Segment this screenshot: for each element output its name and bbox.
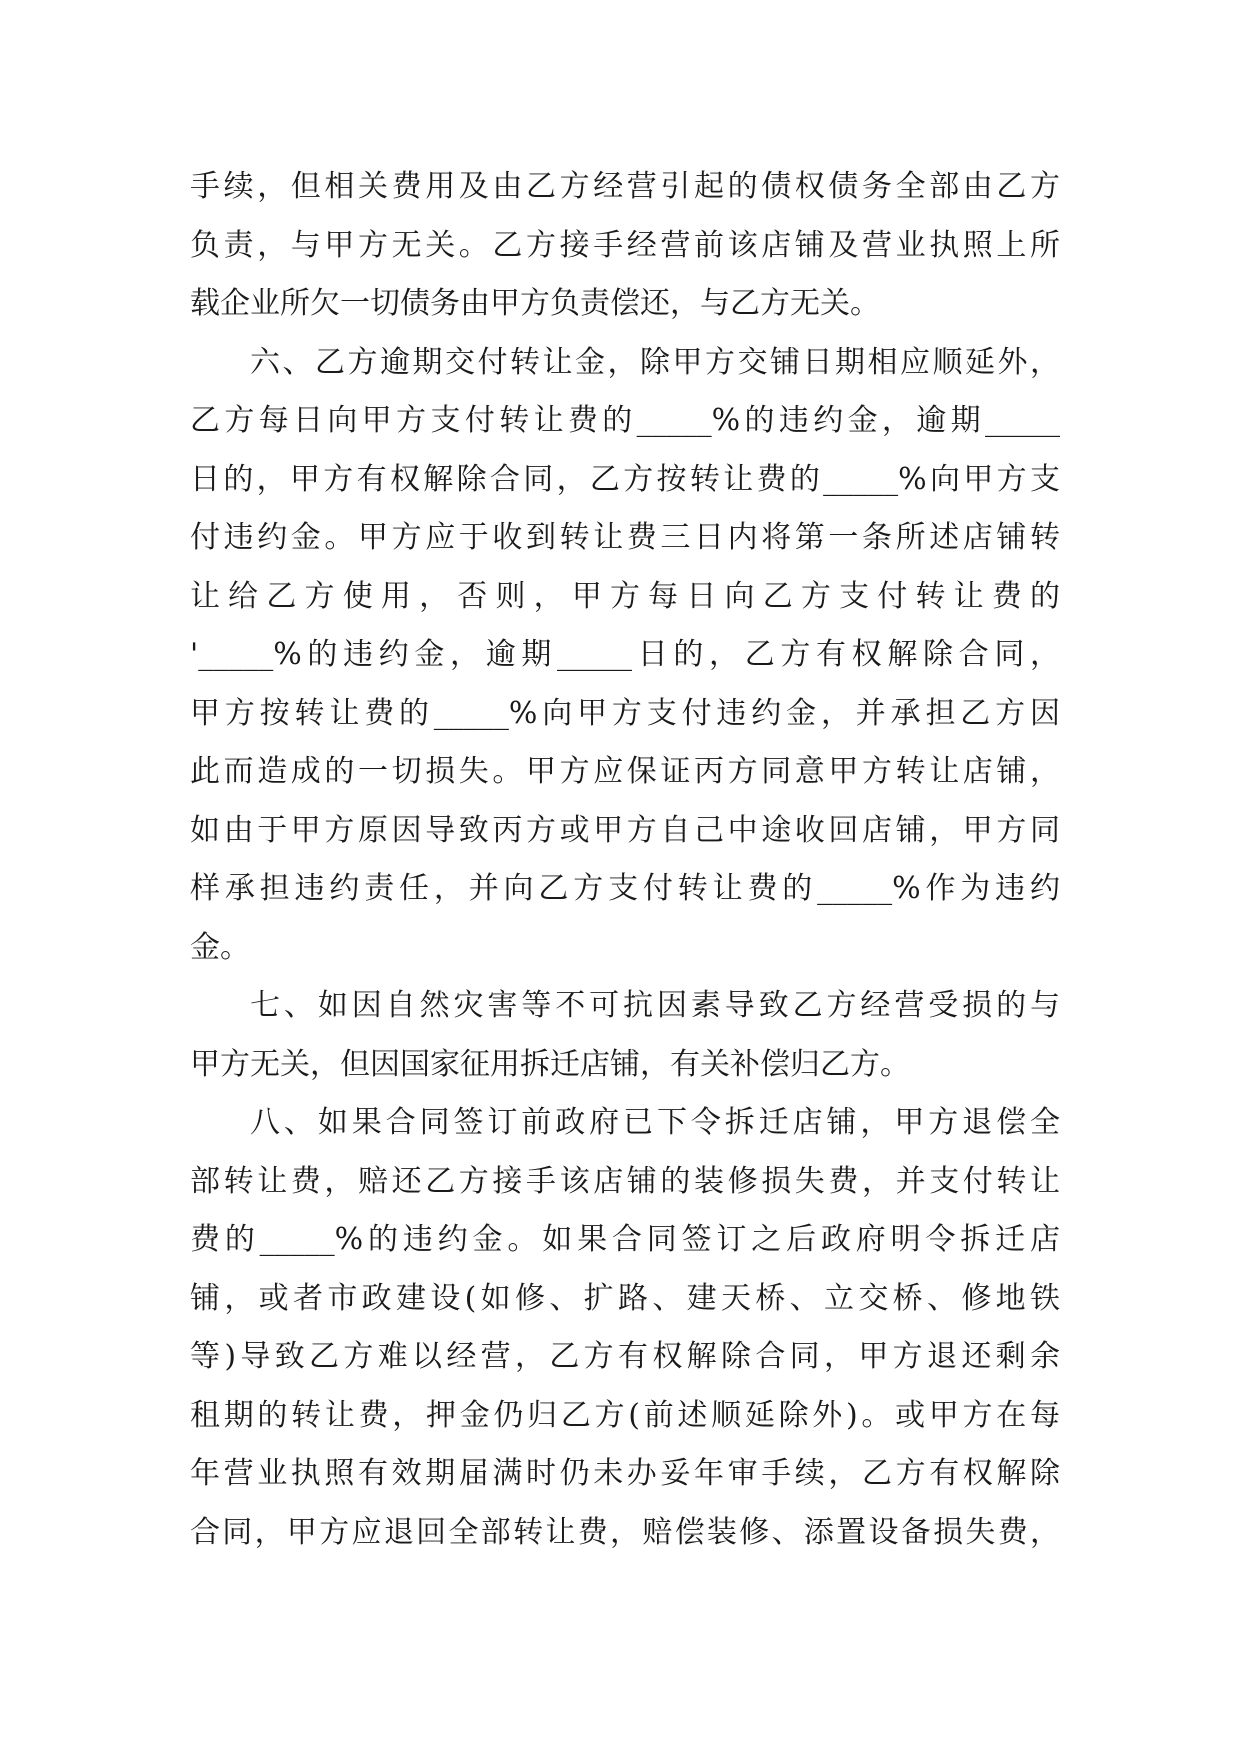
text-line: 甲方无关，但因国家征用拆迁店铺，有关补偿归乙方。: [190, 1046, 910, 1082]
text-line: 租期的转让费，押金仍归乙方(前述顺延除外)。或甲方在每: [190, 1397, 1060, 1433]
text-line: 合同，甲方应退回全部转让费，赔偿装修、添置设备损失费，: [190, 1514, 1060, 1550]
text-line: 甲方按转让费的_____%向甲方支付违约金，并承担乙方因: [190, 695, 1060, 731]
text-line: 八、如果合同签订前政府已下令拆迁店铺，甲方退偿全: [250, 1105, 1060, 1140]
text-line: 付违约金。甲方应于收到转让费三日内将第一条所述店铺转: [190, 520, 1060, 555]
text-line: '_____%的违约金，逾期_____日的，乙方有权解除合同，: [190, 637, 1060, 672]
text-line: 负责，与甲方无关。乙方接手经营前该店铺及营业执照上所: [190, 227, 1060, 263]
text-line: 手续，但相关费用及由乙方经营引起的债权债务全部由乙方: [190, 169, 1060, 204]
text-line: 年营业执照有效期届满时仍未办妥年审手续，乙方有权解除: [190, 1456, 1060, 1491]
text-line: 等)导致乙方难以经营，乙方有权解除合同，甲方退还剩余: [190, 1339, 1060, 1374]
text-line: 载企业所欠一切债务由甲方负责偿还，与乙方无关。: [190, 286, 880, 321]
text-line: 部转让费，赔还乙方接手该店铺的装修损失费，并支付转让: [190, 1163, 1060, 1199]
text-line: 日的，甲方有权解除合同，乙方按转让费的_____%向甲方支: [190, 461, 1060, 497]
text-line: 样承担违约责任，并向乙方支付转让费的_____%作为违约: [190, 871, 1060, 906]
text-line: 铺，或者市政建设(如修、扩路、建天桥、立交桥、修地铁: [190, 1280, 1060, 1316]
text-line: 七、如因自然灾害等不可抗因素导致乙方经营受损的与: [250, 988, 1060, 1023]
text-line: 如由于甲方原因导致丙方或甲方自己中途收回店铺，甲方同: [190, 812, 1060, 848]
text-line: 此而造成的一切损失。甲方应保证丙方同意甲方转让店铺，: [190, 754, 1060, 789]
text-line: 让给乙方使用，否则，甲方每日向乙方支付转让费的: [190, 578, 1060, 614]
text-line: 费的_____%的违约金。如果合同签订之后政府明令拆迁店: [190, 1222, 1060, 1257]
text-line: 六、乙方逾期交付转让金，除甲方交铺日期相应顺延外，: [250, 344, 1060, 380]
contract-body-text: [190, 158, 1060, 1562]
text-line: 金。: [190, 929, 250, 965]
text-line: 乙方每日向甲方支付转让费的_____%的违约金，逾期_____: [190, 403, 1060, 438]
